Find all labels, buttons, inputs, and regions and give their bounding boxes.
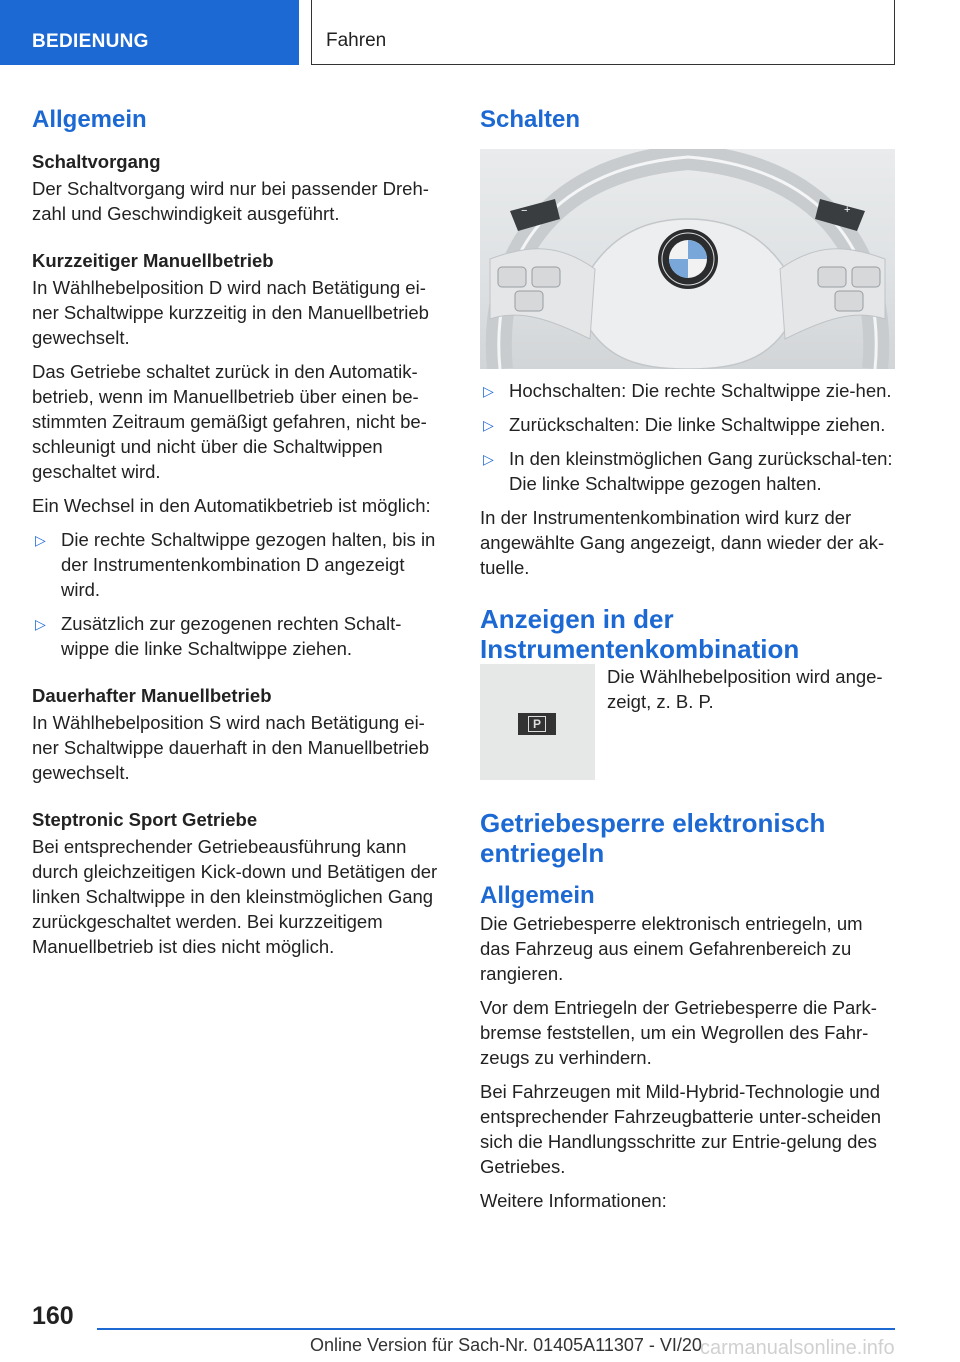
triangle-bullet-icon: ▷	[483, 451, 494, 467]
list-automatik-wechsel	[32, 527, 447, 661]
page-number: 160	[32, 1302, 74, 1330]
heading-steptronic: Steptronic Sport Getriebe	[32, 809, 258, 830]
paragraph-sperre-3: Bei Fahrzeugen mit Mild-Hybrid-Technologie und entsprechender Fahrzeugbatterie unter-scheiden sich die Handlungsschritte zur Entrie-gelung des Getriebes.	[480, 1081, 882, 1177]
paragraph-kurzzeitig-3: Ein Wechsel in den Automatikbetrieb ist möglich:	[32, 495, 431, 516]
list-item: ▷ In den kleinstmöglichen Gang zurückschal-ten: Die linke Schaltwippe gezogen halten.	[483, 448, 893, 494]
chapter-tab	[311, 0, 895, 65]
list-item: ▷ Zurückschalten: Die linke Schaltwippe ziehen.	[480, 412, 895, 437]
heading-allgemein: Allgemein	[32, 106, 147, 133]
triangle-bullet-icon: ▷	[35, 532, 46, 548]
gear-display-icon	[518, 713, 556, 735]
heading-allgemein-2: Allgemein	[480, 882, 595, 909]
footer-text: Online Version für Sach-Nr. 01405A11307 - VI/20	[310, 1335, 702, 1355]
heading-anzeigen: Anzeigen in der Instrumentenkombination	[480, 604, 800, 664]
paragraph-sperre-4: Weitere Informationen:	[480, 1190, 667, 1211]
footer-divider	[97, 1328, 895, 1330]
heading-dauerhafter-manuellbetrieb: Dauerhafter Manuellbetrieb	[32, 685, 272, 706]
chapter-title: Fahren	[326, 30, 387, 51]
paragraph-steptronic: Bei entsprechender Getriebeausführung kann durch gleichzeitigen Kick-down und Betätigen der linken Schaltwippe in den kleinstmöglichen Gang zurückgeschaltet werden. Bei kurzzeitigem Manuellbetrieb ist dies nicht möglich.	[32, 836, 438, 957]
bmw-logo-icon	[658, 229, 718, 289]
paragraph-dauerhaft: In Wählhebelposition S wird nach Betätigung ei-ner Schaltwippe dauerhaft in den Manuellbetrieb gewechselt.	[32, 712, 429, 783]
paragraph-sperre-1: Die Getriebesperre elektronisch entriegeln, um das Fahrzeug aus einem Gefahrenbereich zu rangieren.	[480, 913, 863, 984]
list-item: ▷ Die rechte Schaltwippe gezogen halten, bis in der Instrumentenkombination D angezeigt wird.	[35, 529, 436, 600]
triangle-bullet-icon: ▷	[483, 383, 494, 399]
triangle-bullet-icon: ▷	[483, 417, 494, 433]
list-schalten	[480, 378, 895, 496]
section-title: BEDIENUNG	[32, 31, 149, 52]
gear-display-label: P	[528, 716, 546, 732]
left-column	[32, 100, 447, 959]
triangle-bullet-icon: ▷	[35, 616, 46, 632]
paddle-plus-label: +	[844, 204, 851, 216]
paragraph-sperre-2: Vor dem Entriegeln der Getriebesperre die Park-bremse feststellen, um ein Wegrollen des Fahr-zeugs zu verhindern.	[480, 997, 877, 1068]
watermark: carmanualsonline.info	[700, 1337, 895, 1359]
paddle-minus-label: −	[521, 205, 528, 217]
list-item: ▷ Zusätzlich zur gezogenen rechten Schalt-wippe die linke Schaltwippe ziehen.	[35, 613, 402, 659]
paragraph-kurzzeitig-2: Das Getriebe schaltet zurück in den Automatik-betrieb, wenn im Manuellbetrieb über einen be-stimmten Zeitraum gemäßigt gefahren, nicht be-schleunigt und nicht über die Schaltwippen geschaltet wird.	[32, 361, 427, 482]
section-tab	[0, 0, 299, 65]
paragraph-anzeigen: Die Wählhebelposition wird ange-zeigt, z. B. P.	[607, 666, 883, 712]
heading-schalten: Schalten	[480, 106, 581, 133]
paragraph-instrument: In der Instrumentenkombination wird kurz der angewählte Gang angezeigt, dann wieder der ak-tuelle.	[480, 507, 885, 578]
paragraph-schaltvorgang: Der Schaltvorgang wird nur bei passender Dreh-zahl und Geschwindigkeit ausgeführt.	[32, 178, 429, 224]
heading-schaltvorgang: Schaltvorgang	[32, 151, 161, 172]
paragraph-kurzzeitig-1: In Wählhebelposition D wird nach Betätigung ei-ner Schaltwippe kurzzeitig in den Manuellbetrieb gewechselt.	[32, 277, 429, 348]
display-image	[480, 664, 595, 780]
display-row	[480, 664, 895, 782]
list-item: ▷ Hochschalten: Die rechte Schaltwippe zie-hen.	[480, 378, 895, 403]
steering-wheel-image	[480, 149, 895, 369]
heading-getriebesperre: Getriebesperre elektronisch entriegeln	[480, 808, 826, 868]
right-column	[480, 100, 895, 1213]
heading-kurzzeitiger-manuellbetrieb: Kurzzeitiger Manuellbetrieb	[32, 250, 274, 271]
steering-wheel-illustration	[480, 149, 895, 369]
